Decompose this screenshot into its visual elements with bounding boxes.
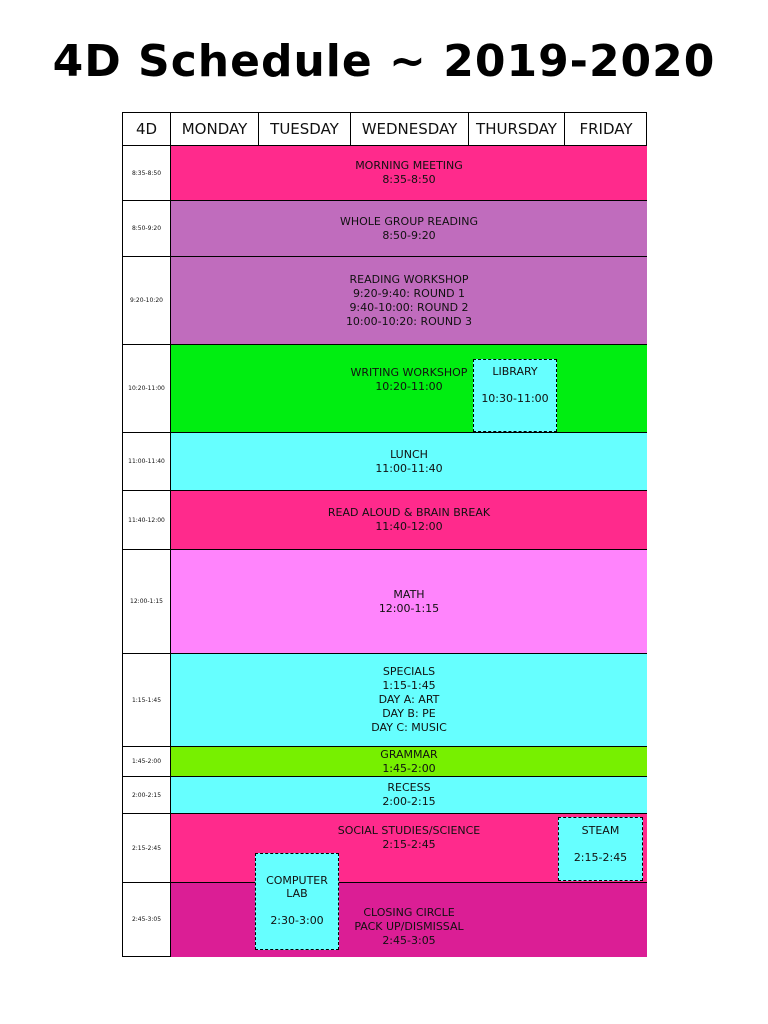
block-line: 2:45-3:05 [382,934,436,947]
time-slot: 10:20-11:00 [123,345,171,433]
steam-popup [558,817,643,881]
schedule-block [171,345,647,433]
steam-time: 2:15-2:45 [573,851,628,864]
computer-lab-time: 2:30-3:00 [270,914,324,927]
block-line: 1:15-1:45 [382,679,436,692]
block-line: 12:00-1:15 [378,601,440,615]
time-slot: 2:15-2:45 [123,814,171,883]
time-slot: 1:45-2:00 [123,747,171,777]
block-line: 1:45-2:00 [382,761,436,775]
time-slot: 11:40-12:00 [123,491,171,550]
library-time: 10:30-11:00 [481,392,549,405]
time-slot: 2:45-3:05 [123,883,171,957]
block-line: 11:00-11:40 [375,461,443,475]
block-line: READ ALOUD & BRAIN BREAK [327,506,491,519]
header-friday: FRIDAY [565,113,647,146]
library-label: LIBRARY [492,365,538,378]
time-slot: 9:20-10:20 [123,257,171,345]
steam-label: STEAM [581,824,620,837]
block-line: LUNCH [390,447,428,461]
header-wednesday: WEDNESDAY [351,113,469,146]
block-line: GRAMMAR [380,747,438,761]
schedule-block [171,883,647,957]
block-line: SPECIALS [382,665,436,678]
computer-lab-label-2: LAB [286,887,308,900]
time-slot: 8:50-9:20 [123,201,171,257]
block-line: MORNING MEETING [355,159,463,172]
block-line: DAY C: MUSIC [371,721,447,734]
computer-lab-popup [255,853,339,950]
block-line: READING WORKSHOP [349,272,469,286]
schedule-block [171,550,647,654]
block-line: 9:40-10:00: ROUND 2 [349,300,469,314]
block-line: 11:40-12:00 [375,520,443,533]
block-line: WRITING WORKSHOP [350,365,468,379]
schedule-block [171,777,647,814]
block-line: 8:50-9:20 [382,228,436,242]
block-line: DAY B: PE [382,707,436,720]
block-line: 2:00-2:15 [382,795,436,808]
schedule-block [171,146,647,201]
block-line: MATH [393,587,425,601]
block-line: DAY A: ART [378,693,440,706]
time-slot: 1:15-1:45 [123,654,171,747]
header-corner: 4D [123,113,171,146]
library-popup [473,359,557,432]
schedule-block [171,654,647,747]
block-line: WHOLE GROUP READING [340,214,478,228]
schedule-block [171,201,647,257]
schedule-block [171,491,647,550]
schedule-block [171,433,647,491]
time-slot: 8:35-8:50 [123,146,171,201]
block-line: 10:20-11:00 [375,379,443,393]
page-title: 4D Schedule ~ 2019-2020 [52,36,716,87]
header-monday: MONDAY [171,113,259,146]
time-slot: 2:00-2:15 [123,777,171,814]
block-line: RECESS [387,781,431,794]
header-thursday: THURSDAY [469,113,565,146]
block-line: SOCIAL STUDIES/SCIENCE [337,824,481,837]
block-line: 2:15-2:45 [382,838,436,851]
schedule-block [171,257,647,345]
time-slot: 12:00-1:15 [123,550,171,654]
block-line: 8:35-8:50 [382,173,436,186]
block-line: 9:20-9:40: ROUND 1 [352,286,466,300]
block-line: PACK UP/DISMISSAL [354,920,464,933]
schedule-table [122,112,647,957]
time-slot: 11:00-11:40 [123,433,171,491]
header-tuesday: TUESDAY [259,113,351,146]
block-line: CLOSING CIRCLE [363,906,455,919]
schedule-block [171,747,647,777]
computer-lab-label-1: COMPUTER [266,874,328,887]
block-line: 10:00-10:20: ROUND 3 [345,314,473,328]
